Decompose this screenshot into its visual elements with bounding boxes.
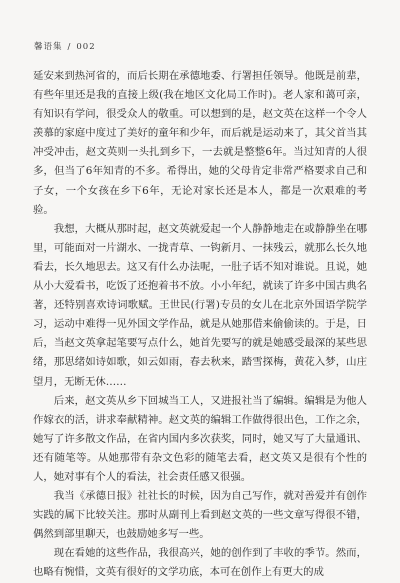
paragraph-2: 我想，大概从那时起，赵文英就爱起一个人静静地走在或静静坐在哪里，可能面对一片湖水、一拢青草、一钩新月、一抹残云，就那么长久地看去，长久地思去。这又有什么办法呢，一肚子话不知对谁说。且说，她从小大爱看书，吃饭了还抱着书不放。小小年纪，就读了许多中国古典名著，还特别喜欢诗词歌赋。王世民(行署)专员的女儿在北京外国语学院学习，运动中难得一见外国文学作品，就是从她那借来偷偷读的。于是，日后，当赵文英拿起笔要写点什么，她首先要写的就是她感受最深的某些思绪，那思绪如诗如歌，如云如雨，春去秋来，踏雪探梅，黄花入梦，山庄望月，无断无休…… bbox=[33, 222, 367, 388]
paragraph-1: 延安来到热河省的，而后长期在承德地委、行署担任领导。他既是前辈，有些年里还是我的直接上级(我在地区文化局工作时)。老人家和蔼可亲，有知识有学问，很受众人的敬重。可以想到的是，赵文英在这样一个令人羡慕的家庭中度过了美好的童年和少年，而后就是运动来了，其父首当其冲受冲击，赵文英则一头扎到乡下，一去就是整整6年。当过知青的人很多，但当了6年知青的不多。希得出，她的父母肯定非常严格要求自己和子女，一个女孩在乡下6年，无论对家长还是本人，都是一次艰难的考验。 bbox=[33, 70, 367, 216]
book-title: 馨语集 bbox=[34, 42, 63, 52]
paragraph-3: 后来，赵文英从乡下回城当工人，又进报社当了编辑。编辑是为他人作嫁衣的活，讲求奉献精神。赵文英的编辑工作做得很出色，工作之余，她写了许多散文作品，在省内国内多次获奖，同时，她又写了大量通讯、还有随笔等。从她那带有杂文色彩的随笔去看，赵文英又是很有个性的人，她对事有个人的看法，社会责任感又很强。 bbox=[33, 394, 367, 483]
body-text bbox=[33, 67, 367, 583]
header-separator: / bbox=[67, 42, 72, 52]
paragraph-4: 我当《承德日报》社社长的时候，因为自己写作，就对善爱并有创作实践的属下比较关注。那时从副刊上看到赵文英的一些文章写得很不错，偶然到部里聊天，也鼓励她多写一些。 bbox=[33, 490, 367, 541]
running-header bbox=[34, 40, 96, 52]
page-number: 002 bbox=[76, 42, 96, 52]
paragraph-5: 现在看她的这些作品，我很高兴，她的创作到了丰收的季节。然而，也略有惋惜，文英有很好的文学功底，本可在创作上有更大的成 bbox=[33, 547, 367, 579]
